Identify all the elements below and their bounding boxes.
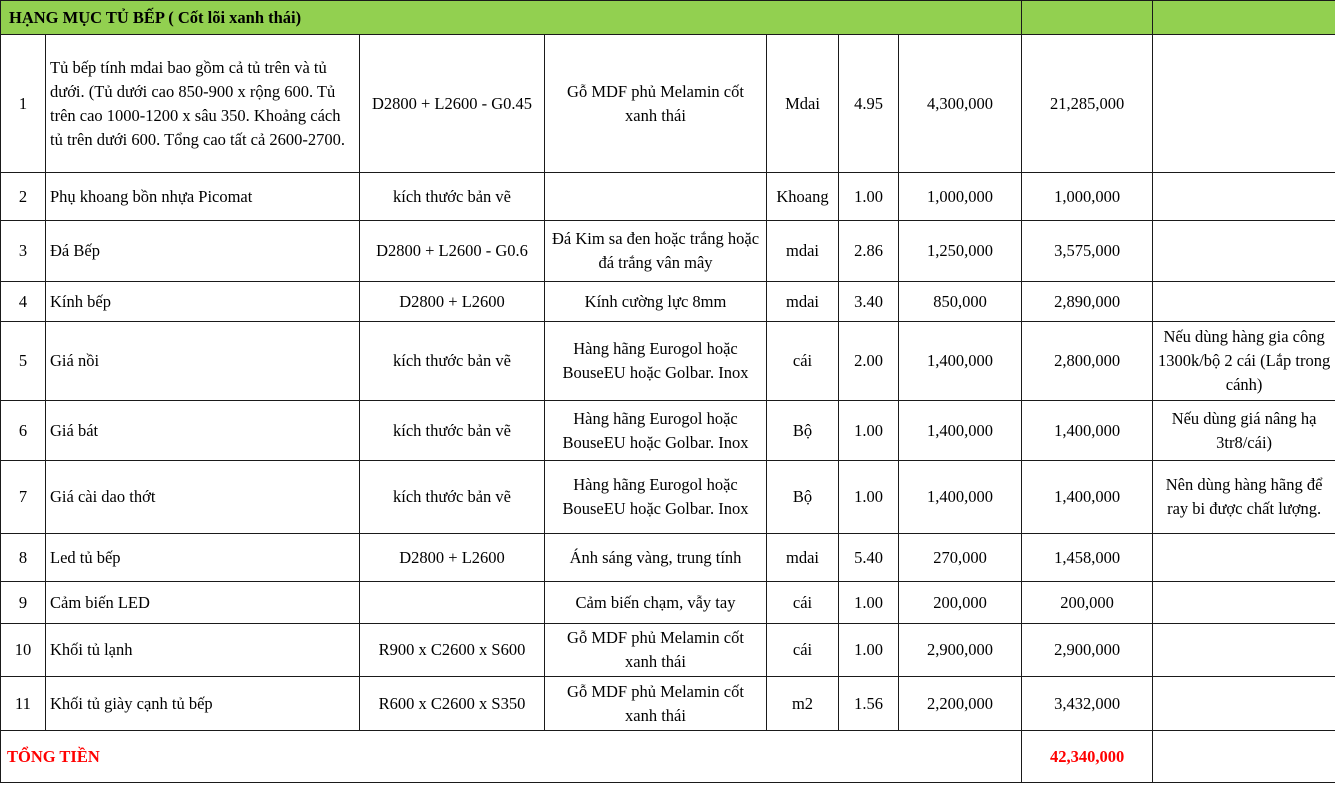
item-note [1153,582,1335,624]
item-unit-price: 850,000 [899,282,1022,322]
item-note [1153,534,1335,582]
item-size: kích thước bản vẽ [360,173,545,221]
item-name: Khối tủ giày cạnh tủ bếp [46,677,360,731]
item-amount: 2,900,000 [1022,624,1153,677]
item-material: Kính cường lực 8mm [545,282,767,322]
item-size: R600 x C2600 x S350 [360,677,545,731]
item-note [1153,221,1335,282]
item-material: Gỗ MDF phủ Melamin cốt xanh thái [545,624,767,677]
item-quantity: 3.40 [839,282,899,322]
table-row [1,677,1335,731]
item-quantity: 4.95 [839,35,899,173]
item-name: Giá cài dao thớt [46,461,360,534]
row-number: 9 [1,582,46,624]
item-name: Giá bát [46,401,360,461]
item-unit-price: 2,900,000 [899,624,1022,677]
item-size: D2800 + L2600 - G0.45 [360,35,545,173]
item-size: D2800 + L2600 [360,282,545,322]
item-unit-price: 1,250,000 [899,221,1022,282]
item-name: Giá nồi [46,322,360,401]
item-quantity: 1.00 [839,401,899,461]
table-row [1,282,1335,322]
item-note [1153,35,1335,173]
item-quantity: 5.40 [839,534,899,582]
item-note [1153,282,1335,322]
header-empty-cell [1022,1,1153,35]
total-value: 42,340,000 [1022,731,1153,783]
table-row [1,173,1335,221]
item-unit-price: 270,000 [899,534,1022,582]
table-row [1,322,1335,401]
item-amount: 2,800,000 [1022,322,1153,401]
item-size: D2800 + L2600 [360,534,545,582]
item-unit: cái [767,322,839,401]
item-name: Kính bếp [46,282,360,322]
item-unit-price: 1,000,000 [899,173,1022,221]
row-number: 6 [1,401,46,461]
item-material: Hàng hãng Eurogol hoặc BouseEU hoặc Golbar. Inox [545,401,767,461]
total-row [1,731,1335,783]
item-unit-price: 1,400,000 [899,322,1022,401]
item-material: Đá Kim sa đen hoặc trắng hoặc đá trắng vân mây [545,221,767,282]
item-quantity: 1.56 [839,677,899,731]
row-number: 4 [1,282,46,322]
total-label: TỔNG TIỀN [1,731,1022,783]
row-number: 2 [1,173,46,221]
table-row [1,401,1335,461]
item-name: Led tủ bếp [46,534,360,582]
section-title: HẠNG MỤC TỦ BẾP ( Cốt lõi xanh thái) [1,1,1022,35]
total-empty-cell [1153,731,1335,783]
item-amount: 200,000 [1022,582,1153,624]
item-material: Ánh sáng vàng, trung tính [545,534,767,582]
table-row [1,624,1335,677]
item-unit-price: 1,400,000 [899,401,1022,461]
table-row [1,461,1335,534]
item-quantity: 1.00 [839,461,899,534]
item-unit: Bộ [767,461,839,534]
item-name: Đá Bếp [46,221,360,282]
item-material [545,173,767,221]
item-unit-price: 4,300,000 [899,35,1022,173]
item-unit: mdai [767,534,839,582]
item-unit: m2 [767,677,839,731]
item-amount: 3,432,000 [1022,677,1153,731]
row-number: 11 [1,677,46,731]
item-unit-price: 2,200,000 [899,677,1022,731]
table-row [1,35,1335,173]
item-note [1153,624,1335,677]
item-quantity: 2.00 [839,322,899,401]
table-row [1,221,1335,282]
item-unit: mdai [767,221,839,282]
item-note: Nếu dùng hàng gia công 1300k/bộ 2 cái (Lắp trong cánh) [1153,322,1335,401]
item-amount: 1,458,000 [1022,534,1153,582]
row-number: 1 [1,35,46,173]
item-size: R900 x C2600 x S600 [360,624,545,677]
item-note: Nên dùng hàng hãng để ray bi được chất lượng. [1153,461,1335,534]
row-number: 3 [1,221,46,282]
row-number: 7 [1,461,46,534]
item-name: Phụ khoang bồn nhựa Picomat [46,173,360,221]
item-unit: mdai [767,282,839,322]
item-unit: cái [767,624,839,677]
header-empty-cell [1153,1,1335,35]
item-name: Tủ bếp tính mdai bao gồm cả tủ trên và tủ dưới. (Tủ dưới cao 850-900 x rộng 600. Tủ trên cao 1000-1200 x sâu 350. Khoảng cách tủ trên dưới 600. Tổng cao tất cả 2600-2700. [46,35,360,173]
item-material: Hàng hãng Eurogol hoặc BouseEU hoặc Golbar. Inox [545,322,767,401]
item-note: Nếu dùng giá nâng hạ 3tr8/cái) [1153,401,1335,461]
item-size: D2800 + L2600 - G0.6 [360,221,545,282]
item-size [360,582,545,624]
item-name: Khối tủ lạnh [46,624,360,677]
item-material: Hàng hãng Eurogol hoặc BouseEU hoặc Golbar. Inox [545,461,767,534]
item-amount: 1,400,000 [1022,461,1153,534]
item-unit: Mdai [767,35,839,173]
item-amount: 3,575,000 [1022,221,1153,282]
item-note [1153,677,1335,731]
table-row [1,582,1335,624]
item-material: Gỗ MDF phủ Melamin cốt xanh thái [545,35,767,173]
item-quantity: 1.00 [839,173,899,221]
item-unit-price: 200,000 [899,582,1022,624]
item-material: Cảm biến chạm, vẫy tay [545,582,767,624]
item-unit: Bộ [767,401,839,461]
item-note [1153,173,1335,221]
item-size: kích thước bản vẽ [360,401,545,461]
row-number: 5 [1,322,46,401]
item-unit: cái [767,582,839,624]
item-amount: 1,000,000 [1022,173,1153,221]
row-number: 8 [1,534,46,582]
item-size: kích thước bản vẽ [360,322,545,401]
item-amount: 2,890,000 [1022,282,1153,322]
item-unit-price: 1,400,000 [899,461,1022,534]
item-quantity: 1.00 [839,582,899,624]
item-name: Cảm biến LED [46,582,360,624]
item-amount: 21,285,000 [1022,35,1153,173]
table-row [1,534,1335,582]
item-quantity: 2.86 [839,221,899,282]
row-number: 10 [1,624,46,677]
item-unit: Khoang [767,173,839,221]
item-quantity: 1.00 [839,624,899,677]
item-material: Gỗ MDF phủ Melamin cốt xanh thái [545,677,767,731]
item-amount: 1,400,000 [1022,401,1153,461]
header-row [1,1,1335,35]
item-size: kích thước bản vẽ [360,461,545,534]
